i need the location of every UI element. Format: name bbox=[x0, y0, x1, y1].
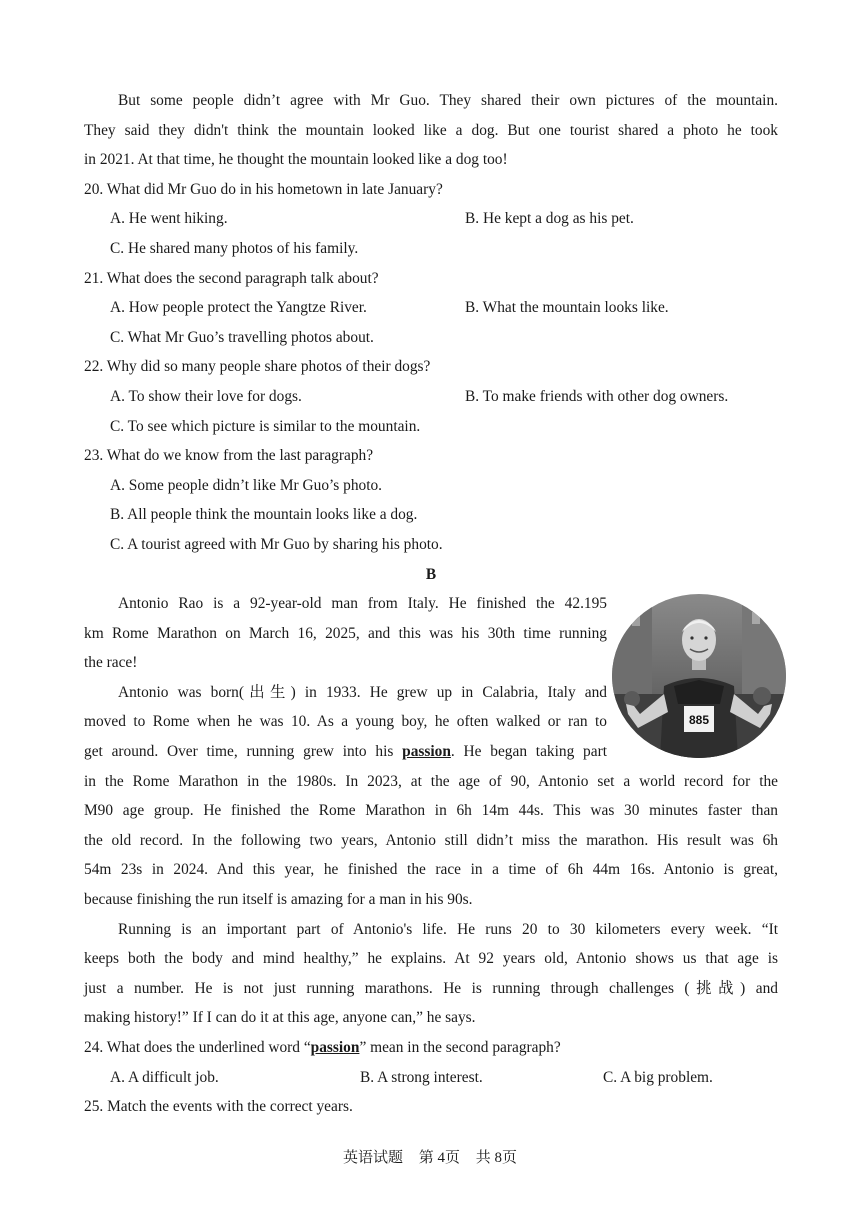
passage-b-line: Running is an important part of Antonio's life. He runs 20 to 30 kilometers every week. “It bbox=[118, 920, 778, 938]
text-run: 24. What does the underlined word “ bbox=[84, 1039, 311, 1056]
q23-option-a: A. Some people didn’t like Mr Guo’s photo. bbox=[110, 476, 383, 494]
passage-b-line: moved to Rome when he was 10. As a young boy, he often walked or ran to bbox=[84, 713, 607, 731]
q21-option-c: C. What Mr Guo’s travelling photos about. bbox=[110, 328, 374, 346]
q23-option-c: C. A tourist agreed with Mr Guo by sharing his photo. bbox=[110, 535, 443, 553]
question-22-stem: 22. Why did so many people share photos of their dogs? bbox=[84, 358, 431, 376]
passage-a-line: They said they didn't think the mountain looked like a dog. But one tourist shared a photo he took bbox=[84, 121, 778, 139]
passage-b-line: in the Rome Marathon in the 1980s. In 2023, at the age of 90, Antonio set a world record for the bbox=[84, 772, 778, 790]
text-run: ” mean in the second paragraph? bbox=[359, 1039, 561, 1056]
passage-b-line: Antonio was born(出生) in 1933. He grew up in Calabria, Italy and bbox=[118, 683, 607, 701]
q24-option-b: B. A strong interest. bbox=[360, 1068, 483, 1086]
passage-b-line: the old record. In the following two years, Antonio still didn’t miss the marathon. His result was 6h bbox=[84, 831, 778, 849]
question-23-stem: 23. What do we know from the last paragraph? bbox=[84, 447, 374, 465]
passage-a-line: in 2021. At that time, he thought the mountain looked like a dog too! bbox=[84, 151, 508, 169]
passage-a-line: But some people didn’t agree with Mr Guo. They shared their own pictures of the mountain. bbox=[118, 92, 778, 109]
q22-option-c: C. To see which picture is similar to the mountain. bbox=[110, 417, 421, 435]
text-run: . He began taking part bbox=[450, 743, 607, 761]
passage-b-line: the race! bbox=[84, 654, 138, 672]
q21-option-a: A. How people protect the Yangtze River. bbox=[110, 299, 367, 317]
q20-option-a: A. He went hiking. bbox=[110, 210, 228, 228]
q22-option-b: B. To make friends with other dog owners. bbox=[465, 387, 729, 405]
q24-option-a: A. A difficult job. bbox=[110, 1068, 219, 1086]
q20-option-c: C. He shared many photos of his family. bbox=[110, 239, 359, 257]
text-run: get around. Over time, running grew into his bbox=[84, 743, 403, 761]
bib-number: 885 bbox=[688, 713, 710, 727]
passage-b-line: M90 age group. He finished the Rome Marathon in 6h 14m 44s. This was 30 minutes faster than bbox=[84, 802, 778, 820]
passage-b-line: km Rome Marathon on March 16, 2025, and this was his 30th time running bbox=[84, 624, 607, 642]
passage-b-line: 54m 23s in 2024. And this year, he finished the race in a time of 6h 44m 16s. Antonio is great, bbox=[84, 861, 778, 879]
underlined-word-passion: passion bbox=[310, 1039, 360, 1056]
q24-option-c: C. A big problem. bbox=[603, 1068, 713, 1086]
passage-b-line: keeps both the body and mind healthy,” he explains. At 92 years old, Antonio shows us that age is bbox=[84, 950, 778, 968]
passage-b-line: because finishing the run itself is amazing for a man in his 90s. bbox=[84, 891, 473, 909]
passage-b-line: making history!” If I can do it at this age, anyone can,” he says. bbox=[84, 1009, 476, 1027]
passage-b-line bbox=[84, 737, 607, 767]
question-24-stem bbox=[84, 1033, 778, 1063]
q22-option-a: A. To show their love for dogs. bbox=[110, 387, 302, 405]
footer-total-pages: 共 8页 bbox=[475, 1150, 518, 1166]
section-b-label: B bbox=[425, 565, 437, 583]
page-footer bbox=[0, 1146, 860, 1167]
underlined-word-passion: passion bbox=[402, 743, 451, 761]
passage-b-line: Antonio Rao is a 92-year-old man from Italy. He finished the 42.195 bbox=[118, 595, 607, 613]
q23-option-b: B. All people think the mountain looks like a dog. bbox=[110, 506, 418, 524]
q20-option-b: B. He kept a dog as his pet. bbox=[465, 210, 634, 228]
footer-page-number: 第 4页 bbox=[418, 1150, 460, 1166]
passage-b-line: just a number. He is not just running marathons. He is running through challenges (挑战) and bbox=[84, 979, 778, 997]
q21-option-b: B. What the mountain looks like. bbox=[465, 299, 669, 317]
question-20-stem: 20. What did Mr Guo do in his hometown in late January? bbox=[84, 180, 443, 198]
question-25-stem: 25. Match the events with the correct years. bbox=[84, 1098, 353, 1116]
runner-photo bbox=[612, 594, 786, 758]
footer-subject: 英语试题 bbox=[342, 1150, 403, 1166]
question-21-stem: 21. What does the second paragraph talk about? bbox=[84, 269, 379, 287]
